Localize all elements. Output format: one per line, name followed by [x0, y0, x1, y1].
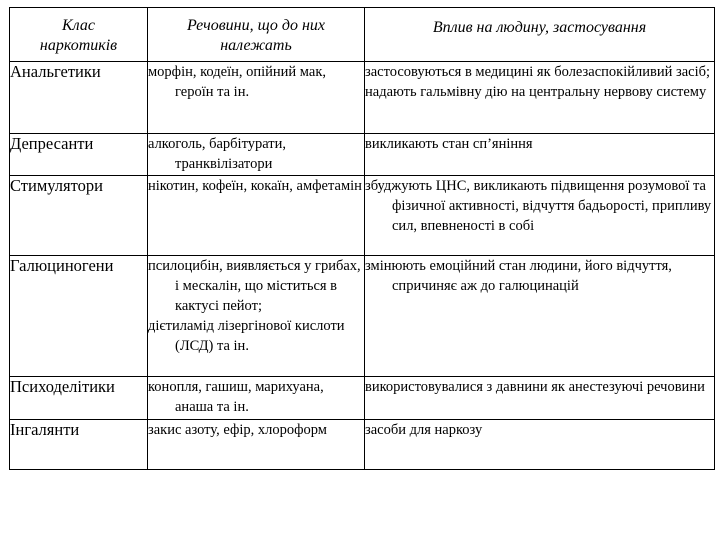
effect-text: збуджують ЦНС, викликають підвищення розумової та фізичної активності, відчуття бадьорості, припливу сил, впевненості в собі: [365, 178, 712, 234]
substances-cell: [148, 62, 365, 134]
effect-text: змінюють емоційний стан людини, його відчуття, спричиняє аж до галюцинацій: [365, 258, 672, 294]
header-class-line: наркотиків: [39, 36, 118, 54]
header-substances: [148, 8, 365, 62]
header-effect-line: Вплив на людину, застосування: [432, 18, 647, 36]
substances-cell: [148, 134, 365, 176]
drug-class-cell: Психоделітики: [10, 377, 148, 420]
substances-text: алкоголь, барбітурати, транквілізатори: [148, 136, 286, 172]
effect-cell: [365, 256, 715, 377]
header-class-line: Клас: [62, 16, 95, 34]
drug-class-cell: Стимулятори: [10, 176, 148, 256]
substances-text: конопля, гашиш, марихуана, анаша та ін.: [148, 379, 324, 415]
table-row: [10, 62, 715, 134]
substances-text: морфін, кодеїн, опійний мак, героїн та ін.: [148, 64, 326, 100]
effect-text: використовувалися з давнини як анестезуючі речовини: [365, 379, 705, 395]
header-substances-line: належать: [220, 36, 292, 54]
drug-class-cell: Галюциногени: [10, 256, 148, 377]
substances-text: закис азоту, ефір, хлороформ: [148, 422, 327, 438]
drug-class-cell: Анальгетики: [10, 62, 148, 134]
effect-text: застосовуються в медицині як болезаспокійливий засіб;: [365, 64, 711, 80]
header-effect: [365, 8, 715, 62]
effect-text: засоби для наркозу: [365, 422, 483, 438]
table-row: [10, 134, 715, 176]
drug-class-cell: Інгалянти: [10, 420, 148, 470]
header-substances-line: Речовини, що до них: [186, 16, 325, 34]
substances-cell: [148, 377, 365, 420]
effect-text: надають гальмівну дію на центральну нервову систему: [365, 84, 707, 100]
table-row: [10, 377, 715, 420]
table-row: [10, 176, 715, 256]
effect-cell: [365, 377, 715, 420]
effect-text: викликають стан сп’яніння: [365, 136, 533, 152]
substances-text: нікотин, кофеїн, кокаїн, амфетамін: [148, 178, 362, 194]
substances-cell: [148, 420, 365, 470]
effect-cell: [365, 134, 715, 176]
substances-cell: [148, 176, 365, 256]
table-row: [10, 420, 715, 470]
substances-cell: [148, 256, 365, 377]
header-class: [10, 8, 148, 62]
effect-cell: [365, 420, 715, 470]
effect-cell: [365, 176, 715, 256]
substances-text: дієтиламід лізергінової кислоти (ЛСД) та ін.: [148, 318, 345, 354]
narcotics-table: [9, 7, 715, 470]
substances-text: псилоцибін, виявляється у грибах, і мескалін, що міститься в кактусі пейот;: [148, 258, 361, 314]
table-row: [10, 256, 715, 377]
effect-cell: [365, 62, 715, 134]
table-header-row: [10, 8, 715, 62]
drug-class-cell: Депресанти: [10, 134, 148, 176]
